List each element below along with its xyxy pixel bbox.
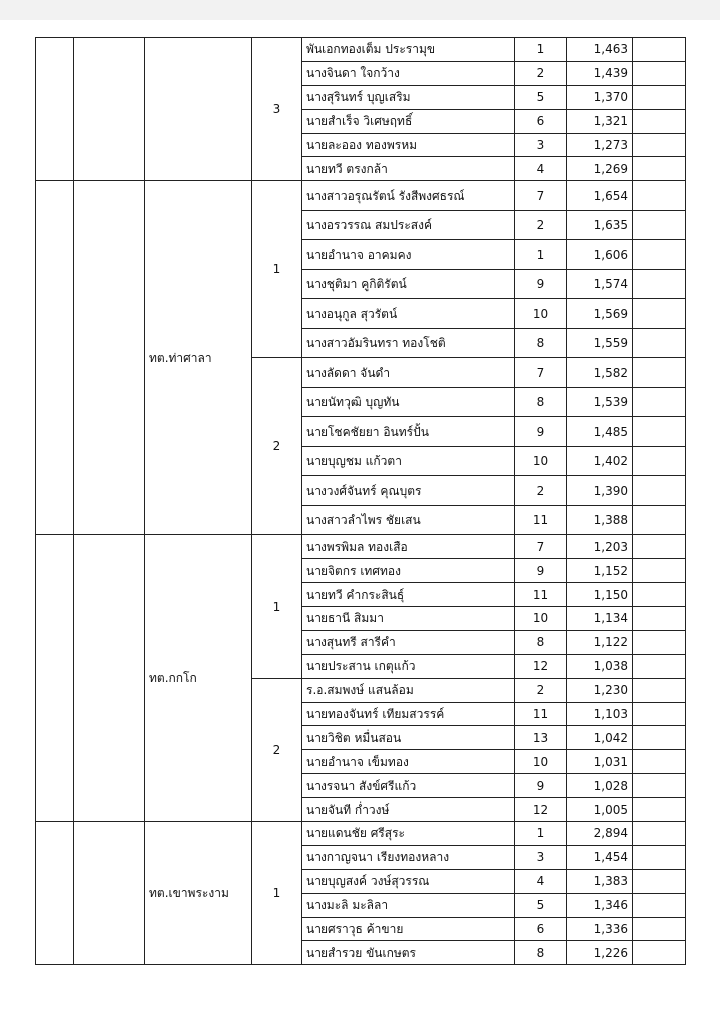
vote-count: 1,042 (567, 726, 633, 750)
vote-count: 1,402 (567, 446, 633, 476)
candidate-name: นางพรพิมล ทองเสือ (302, 535, 515, 559)
empty-cell (633, 476, 686, 506)
vote-count: 1,454 (567, 845, 633, 869)
candidate-name: นายสำเร็จ วิเศษฤทธิ์ (302, 109, 515, 133)
candidate-name: นางอนุกูล สุวรัตน์ (302, 299, 515, 329)
candidate-number: 7 (515, 181, 567, 211)
vote-count: 1,559 (567, 328, 633, 358)
empty-cell (633, 328, 686, 358)
empty-cell (633, 607, 686, 631)
candidate-number: 8 (515, 328, 567, 358)
candidate-number: 10 (515, 299, 567, 329)
district-name: ทต.ท่าศาลา (145, 181, 252, 535)
vote-count: 1,539 (567, 387, 633, 417)
vote-count: 1,269 (567, 157, 633, 181)
empty-cell (633, 38, 686, 62)
results-body (36, 38, 686, 965)
candidate-number: 10 (515, 446, 567, 476)
candidate-number: 1 (515, 240, 567, 270)
vote-count: 1,005 (567, 798, 633, 822)
candidate-number: 8 (515, 630, 567, 654)
empty-cell (633, 299, 686, 329)
vote-count: 1,463 (567, 38, 633, 62)
candidate-number: 11 (515, 505, 567, 535)
vote-count: 1,606 (567, 240, 633, 270)
candidate-name: นายทวี คำกระสินธุ์ (302, 583, 515, 607)
vote-count: 1,273 (567, 133, 633, 157)
empty-cell (633, 941, 686, 965)
vote-count: 1,122 (567, 630, 633, 654)
vote-count: 1,028 (567, 774, 633, 798)
candidate-number: 7 (515, 535, 567, 559)
candidate-number: 1 (515, 822, 567, 846)
candidate-number: 9 (515, 774, 567, 798)
candidate-name: นายวิชิต หมื่นสอน (302, 726, 515, 750)
vote-count: 1,103 (567, 702, 633, 726)
vote-count: 1,038 (567, 654, 633, 678)
zone-number: 1 (252, 535, 302, 678)
vote-count: 1,635 (567, 210, 633, 240)
candidate-number: 2 (515, 476, 567, 506)
district-name (145, 38, 252, 181)
candidate-name: นายจันที ก่ำวงษ์ (302, 798, 515, 822)
candidate-name: นายนัทวุฒิ บุญทัน (302, 387, 515, 417)
empty-cell (74, 38, 145, 181)
empty-cell (633, 583, 686, 607)
vote-count: 1,226 (567, 941, 633, 965)
candidate-name: นายอำนาจ อาคมคง (302, 240, 515, 270)
vote-count: 1,230 (567, 678, 633, 702)
candidate-name: นายทวี ตรงกล้า (302, 157, 515, 181)
candidate-name: นางลัดดา จันดำ (302, 358, 515, 388)
vote-count: 1,574 (567, 269, 633, 299)
candidate-name: นายธานี สิมมา (302, 607, 515, 631)
candidate-number: 6 (515, 109, 567, 133)
empty-cell (633, 678, 686, 702)
candidate-name: นายละออง ทองพรหม (302, 133, 515, 157)
empty-cell (633, 387, 686, 417)
empty-cell (633, 210, 686, 240)
empty-cell (633, 505, 686, 535)
empty-cell (633, 869, 686, 893)
empty-cell (633, 417, 686, 447)
candidate-number: 3 (515, 133, 567, 157)
empty-cell (36, 535, 74, 822)
empty-cell (633, 535, 686, 559)
candidate-number: 5 (515, 893, 567, 917)
vote-count: 1,152 (567, 559, 633, 583)
empty-cell (633, 822, 686, 846)
vote-count: 1,134 (567, 607, 633, 631)
candidate-number: 5 (515, 85, 567, 109)
vote-count: 1,485 (567, 417, 633, 447)
vote-count: 1,203 (567, 535, 633, 559)
candidate-number: 12 (515, 798, 567, 822)
vote-count: 1,346 (567, 893, 633, 917)
empty-cell (36, 38, 74, 181)
vote-count: 2,894 (567, 822, 633, 846)
empty-cell (633, 446, 686, 476)
vote-count: 1,390 (567, 476, 633, 506)
candidate-number: 3 (515, 845, 567, 869)
vote-count: 1,336 (567, 917, 633, 941)
candidate-number: 8 (515, 941, 567, 965)
empty-cell (633, 61, 686, 85)
empty-cell (633, 157, 686, 181)
candidate-name: นางชุติมา คูกิติรัตน์ (302, 269, 515, 299)
empty-cell (633, 726, 686, 750)
empty-cell (633, 630, 686, 654)
zone-number: 1 (252, 822, 302, 965)
empty-cell (633, 181, 686, 211)
empty-cell (633, 893, 686, 917)
empty-cell (633, 702, 686, 726)
vote-count: 1,150 (567, 583, 633, 607)
candidate-number: 4 (515, 157, 567, 181)
empty-cell (633, 654, 686, 678)
candidate-number: 6 (515, 917, 567, 941)
zone-number: 3 (252, 38, 302, 181)
election-results-table (35, 37, 686, 965)
empty-cell (633, 358, 686, 388)
candidate-name: นางสุนทรี สารีคำ (302, 630, 515, 654)
empty-cell (36, 181, 74, 535)
candidate-name: พันเอกทองเต็ม ประรามุข (302, 38, 515, 62)
empty-cell (633, 85, 686, 109)
candidate-name: นางสาวอรุณรัตน์ รังสีพงศธรณ์ (302, 181, 515, 211)
candidate-name: ร.อ.สมพงษ์ แสนล้อม (302, 678, 515, 702)
vote-count: 1,388 (567, 505, 633, 535)
candidate-number: 9 (515, 417, 567, 447)
candidate-name: นายทองจันทร์ เทียมสวรรค์ (302, 702, 515, 726)
candidate-number: 10 (515, 607, 567, 631)
zone-number: 1 (252, 181, 302, 358)
candidate-name: นางสุรินทร์ บุญเสริม (302, 85, 515, 109)
candidate-number: 11 (515, 702, 567, 726)
candidate-number: 12 (515, 654, 567, 678)
candidate-number: 11 (515, 583, 567, 607)
candidate-name: นางสาวอัมรินทรา ทองโชติ (302, 328, 515, 358)
candidate-number: 2 (515, 61, 567, 85)
vote-count: 1,321 (567, 109, 633, 133)
district-name: ทต.เขาพระงาม (145, 822, 252, 965)
table-row (36, 181, 686, 211)
candidate-number: 1 (515, 38, 567, 62)
empty-cell (74, 535, 145, 822)
empty-cell (633, 917, 686, 941)
candidate-name: นางมะลิ มะลิลา (302, 893, 515, 917)
table-row (36, 822, 686, 846)
candidate-number: 9 (515, 559, 567, 583)
zone-number: 2 (252, 678, 302, 821)
candidate-number: 13 (515, 726, 567, 750)
candidate-name: นายบุญชม แก้วตา (302, 446, 515, 476)
candidate-number: 4 (515, 869, 567, 893)
candidate-name: นายสำรวย ขันเกษตร (302, 941, 515, 965)
candidate-number: 10 (515, 750, 567, 774)
candidate-number: 8 (515, 387, 567, 417)
empty-cell (633, 774, 686, 798)
empty-cell (633, 269, 686, 299)
table-row (36, 38, 686, 62)
candidate-name: นายบุญสงค์ วงษ์สุวรรณ (302, 869, 515, 893)
candidate-number: 9 (515, 269, 567, 299)
vote-count: 1,582 (567, 358, 633, 388)
empty-cell (633, 240, 686, 270)
empty-cell (633, 845, 686, 869)
candidate-number: 7 (515, 358, 567, 388)
vote-count: 1,383 (567, 869, 633, 893)
vote-count: 1,031 (567, 750, 633, 774)
candidate-name: นายศราวุธ ค้าขาย (302, 917, 515, 941)
empty-cell (633, 133, 686, 157)
empty-cell (36, 822, 74, 965)
candidate-name: นายโชคชัยยา อินทร์ปั้น (302, 417, 515, 447)
candidate-name: นางอรวรรณ สมประสงค์ (302, 210, 515, 240)
table-row (36, 535, 686, 559)
candidate-name: นางสาวลำไพร ชัยเสน (302, 505, 515, 535)
candidate-name: นายจิตกร เทศทอง (302, 559, 515, 583)
vote-count: 1,370 (567, 85, 633, 109)
empty-cell (633, 750, 686, 774)
vote-count: 1,569 (567, 299, 633, 329)
empty-cell (633, 109, 686, 133)
district-name: ทต.กกโก (145, 535, 252, 822)
candidate-number: 2 (515, 210, 567, 240)
empty-cell (74, 822, 145, 965)
candidate-name: นางรจนา สังข์ศรีแก้ว (302, 774, 515, 798)
zone-number: 2 (252, 358, 302, 535)
candidate-name: นางจินดา ใจกว้าง (302, 61, 515, 85)
candidate-name: นายอำนาจ เข็มทอง (302, 750, 515, 774)
empty-cell (74, 181, 145, 535)
top-bar (0, 0, 720, 20)
candidate-number: 2 (515, 678, 567, 702)
candidate-name: นายแดนชัย ศรีสุระ (302, 822, 515, 846)
vote-count: 1,654 (567, 181, 633, 211)
empty-cell (633, 559, 686, 583)
candidate-name: นายประสาน เกตุแก้ว (302, 654, 515, 678)
empty-cell (633, 798, 686, 822)
candidate-name: นางวงศ์จันทร์ คุณบุตร (302, 476, 515, 506)
candidate-name: นางกาญจนา เรียงทองหลาง (302, 845, 515, 869)
vote-count: 1,439 (567, 61, 633, 85)
